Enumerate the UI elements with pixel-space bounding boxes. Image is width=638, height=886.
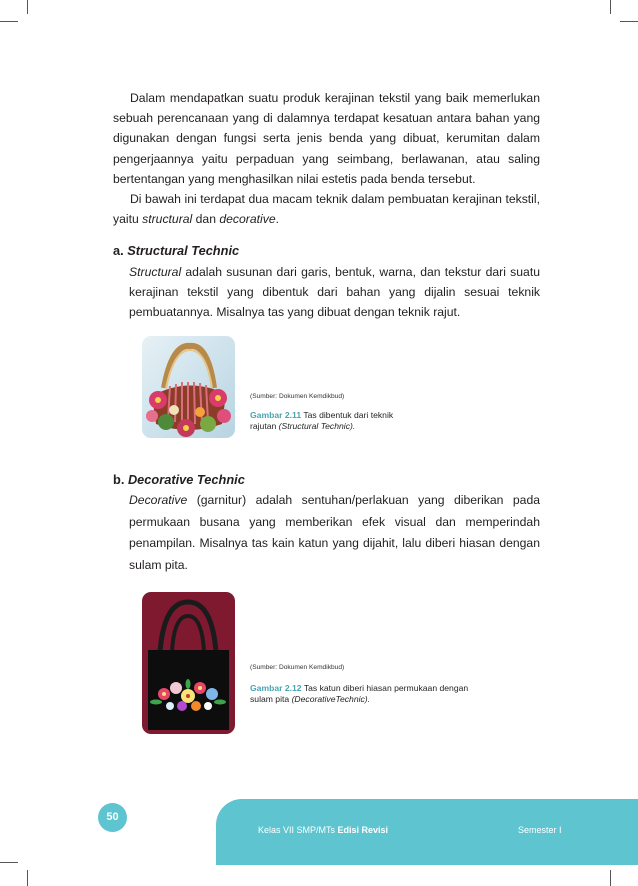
crop-mark [0,21,18,22]
techniques-end: . [275,212,279,227]
footer-edition: Edisi Revisi [337,825,389,835]
figure-2-12-source: (Sumber: Dokumen Kemdikbud) [250,664,345,671]
techniques-paragraph [113,189,540,229]
section-b-heading [113,470,540,490]
footer-class: Kelas VII SMP/MTs [258,825,338,835]
section-b-prefix: b. [113,472,128,487]
section-a-heading [113,241,540,261]
section-b-term: Decorative [129,493,188,508]
techniques-and: dan [192,212,220,227]
crop-mark [27,870,28,886]
figure-2-12-caption [250,683,475,705]
section-a-paragraph [129,262,540,323]
crochet-bag-photo [142,336,235,438]
crop-mark [610,0,611,14]
section-b-title: Decorative Technic [127,472,245,487]
figure-2-11-source: (Sumber: Dokumen Kemdikbud) [250,393,345,400]
page-number: 50 [98,803,127,832]
decorative-term: decorative [219,212,276,227]
crop-mark [620,21,638,22]
intro-paragraph: Dalam mendapatkan suatu produk kerajinan tekstil yang baik memerlukan sebuah perencanaan yang di dalamnya terdapat kesatuan antara bahan yang digunakan dengan fungsi serta jenis benda yang dibuat, kerumitan dalam pengerjaannya yaitu perpaduan yang seimbang, berlawanan, atau saling bertentangan yang menghasilkan nilai estetis pada benda tersebut. [113,91,540,186]
section-a-title: Structural Technic [127,243,240,259]
crop-mark [610,870,611,886]
section-b-paragraph [129,490,540,576]
main-content [113,88,540,322]
structural-term: structural [142,212,193,227]
section-a-text: adalah susunan dari garis, bentuk, warna, dan tekstur dari suatu kerajinan tekstil yang dibentuk dari bahan yang dijalin sesuai teknik pembuatannya. Misalnya tas yang dibuat dengan teknik rajut. [129,264,540,320]
figure-2-12-text: Tas katun diberi hiasan permukaan dengan sulam pita [250,683,469,704]
section-a-prefix: a. [113,243,128,259]
techniques-text: Di bawah ini terdapat dua macam teknik dalam pembuatan kerajinan tekstil, yaitu [113,192,540,227]
figure-2-11-caption [250,410,420,432]
footer-semester: Semester I [518,825,562,835]
footer-book-title [258,825,388,835]
embroidered-bag-photo [142,592,235,734]
crop-mark [0,862,18,863]
figure-2-11-em: (Structural Technic). [278,421,356,431]
section-a-term: Structural [129,264,182,279]
crop-mark [27,0,28,14]
figure-2-11-text: Tas dibentuk dari teknik rajutan [250,410,394,431]
section-b-text: (garnitur) adalah sentuhan/perlakuan yang diberikan pada permukaan busana yang memberikan efek visual dan memperindah penampilan. Misalnya tas kain katun yang dijahit, lalu diberi hiasan dengan sulam pita. [129,493,540,572]
section-b-content [113,470,540,576]
figure-2-12-em: (DecorativeTechnic). [291,694,371,704]
figure-2-11-label: Gambar 2.11 [250,410,302,420]
figure-2-12-label: Gambar 2.12 [250,683,302,693]
